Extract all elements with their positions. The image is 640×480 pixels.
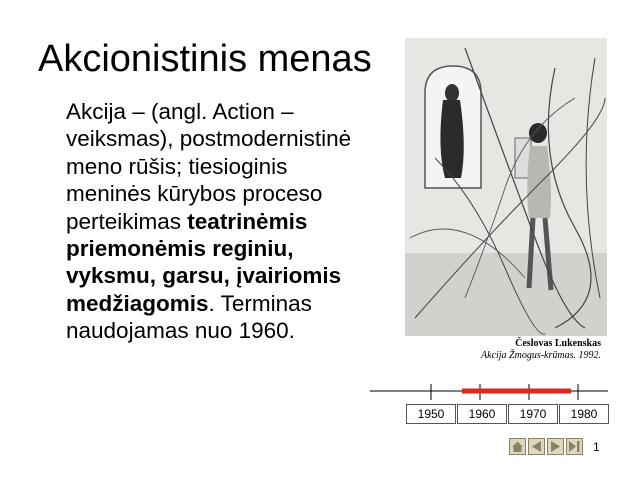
timeline-label-1970: 1970 (508, 404, 558, 424)
next-icon (549, 440, 562, 453)
photo-caption-author: Česlovas Lukenskas (515, 338, 601, 349)
timeline-label-1980: 1980 (559, 404, 609, 424)
home-button[interactable] (509, 438, 526, 455)
timeline-labels (406, 404, 610, 424)
timeline-label-1960: 1960 (457, 404, 507, 424)
photo-caption-work: Akcija Žmogus-krūmas. 1992. (481, 350, 601, 361)
page-number: 1 (593, 440, 600, 454)
timeline-label-1950: 1950 (406, 404, 456, 424)
next-button[interactable] (547, 438, 564, 455)
body-text-part1: Akcija – (angl. Action – veiksmas), postmodernistinė meno rūšis; tiesioginis meninės kūrybos proceso perteikimas (66, 99, 352, 234)
slide-navigation (509, 438, 583, 455)
previous-icon (530, 440, 543, 453)
body-text-bold: teatrinėmis priemonėmis reginiu, vyksmu, garsu, įvairiomis medžiagomis (66, 208, 342, 316)
body-text-part2: . Terminas naudojamas nuo 1960. (66, 290, 312, 344)
performance-photo (405, 38, 607, 336)
previous-button[interactable] (528, 438, 545, 455)
home-icon (511, 440, 524, 453)
end-button[interactable] (566, 438, 583, 455)
slide-title: Akcionistinis menas (38, 38, 372, 80)
slide-body (66, 98, 356, 345)
end-icon (568, 440, 581, 453)
